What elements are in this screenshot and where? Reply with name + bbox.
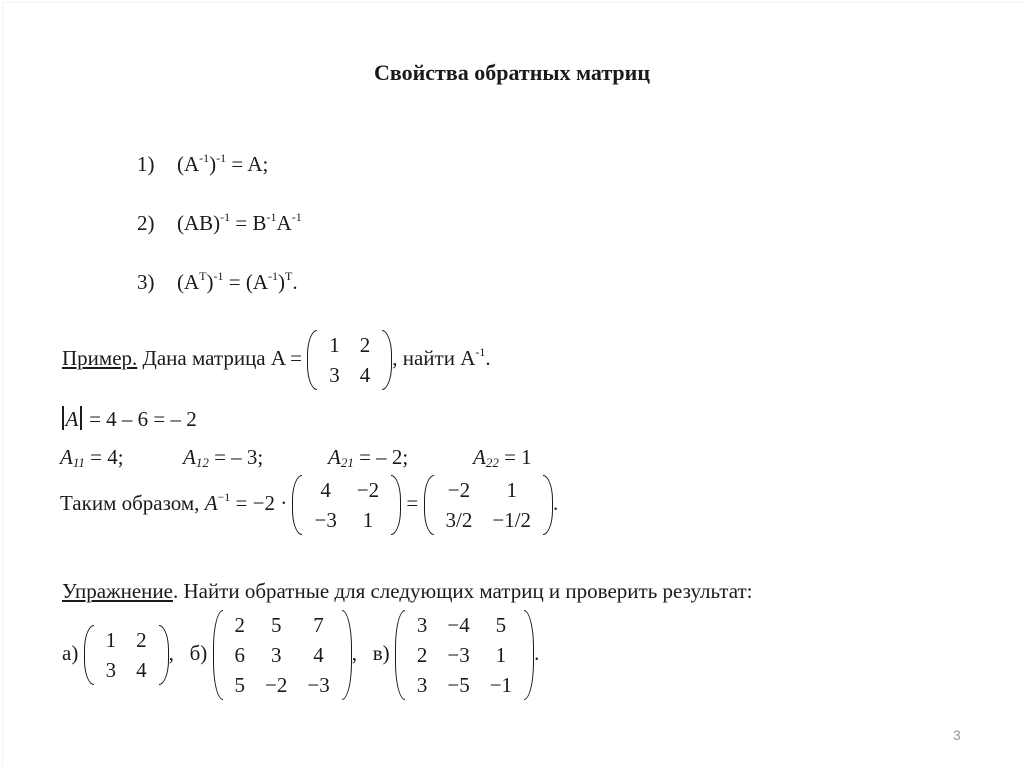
cofactor-12: $A_{12}$ = – 3; — [183, 445, 264, 470]
cofactor-11: $A_{11} = 4$; — [60, 445, 124, 470]
exercise-matrix-a: 1 2 3 4 — [84, 625, 169, 685]
page-number: 3 — [953, 727, 961, 743]
property-1: 1) $(A^{-1})^{-1} = A$; — [137, 151, 269, 176]
adjugate-matrix: 4 −2 −3 1 — [292, 475, 401, 535]
exercise-matrices: а) 1 2 3 4 , б) 2 5 7 6 3 4 5 −2 −3 , в) 3 −4 5 2 −3 1 3 −5 −1 . — [62, 610, 539, 700]
exercise-line: Упражнение. Найти обратные для следующих матриц и проверить результат: — [62, 579, 753, 603]
page-title: Свойства обратных матриц — [374, 60, 650, 85]
determinant-line: A = 4 – 6 = – 2 — [60, 406, 197, 432]
example-matrix: 1 2 3 4 — [307, 330, 392, 390]
cofactor-22: $A_{22} = 1$ — [473, 445, 532, 470]
example-line: Пример. Дана матрица A = 1 2 3 4 , найти $A^{-1}$. — [62, 330, 491, 390]
exercise-matrix-c: 3 −4 5 2 −3 1 3 −5 −1 — [395, 610, 534, 700]
property-3: 3) $(A^T)^{-1} = (A^{-1})^T$. — [137, 269, 298, 294]
property-2: 2) $(AB)^{-1} = B^{-1}A^{-1}$ — [137, 210, 302, 235]
exercise-matrix-b: 2 5 7 6 3 4 5 −2 −3 — [213, 610, 352, 700]
cofactor-21: $A_{21}$ = – 2; — [328, 445, 409, 470]
inverse-matrix: −2 1 3/2 −1/2 — [424, 475, 554, 535]
result-line: Таким образом, $A^{-1} = -2$ · 4 −2 −3 1 = −2 1 3/2 −1/2 . — [60, 475, 558, 535]
example-label: Пример. — [62, 345, 138, 370]
exercise-label: Упражнение — [62, 579, 173, 603]
